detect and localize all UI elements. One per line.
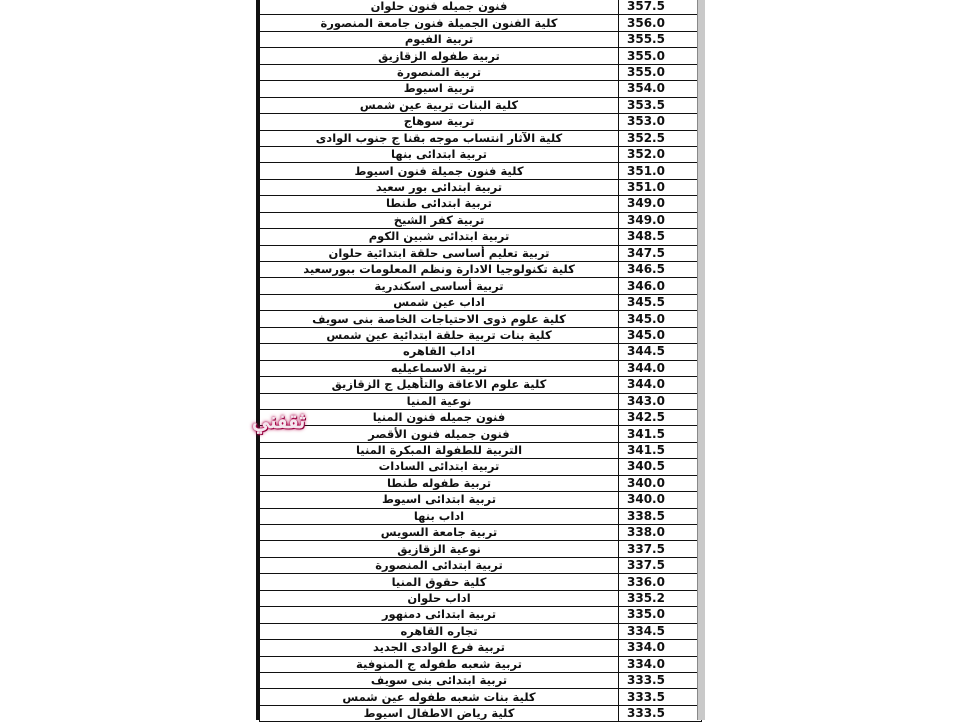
college-name-cell: تربية كفر الشيخ xyxy=(260,212,619,228)
score-cell: 346.0 xyxy=(619,278,702,294)
college-name-cell: تربية ابتدائى اسيوط xyxy=(260,492,619,508)
table-row xyxy=(260,459,702,475)
college-name-cell: تربية تعليم أساسى حلقة ابتدائية حلوان xyxy=(260,245,619,261)
table-row xyxy=(260,508,702,524)
college-name-cell: تربية ابتدائى بور سعيد xyxy=(260,179,619,195)
score-cell: 355.0 xyxy=(619,48,702,64)
score-cell: 336.0 xyxy=(619,574,702,590)
score-cell: 347.5 xyxy=(619,245,702,261)
table-row xyxy=(260,409,702,425)
scores-sheet xyxy=(256,0,704,720)
college-name-cell: اداب بنها xyxy=(260,508,619,524)
table-row xyxy=(260,475,702,491)
table-row xyxy=(260,114,702,130)
college-name-cell: تربية ابتدائى بنى سويف xyxy=(260,672,619,688)
college-name-cell: كلية البنات تربية عين شمس xyxy=(260,97,619,113)
table-row xyxy=(260,212,702,228)
college-name-cell: اداب حلوان xyxy=(260,590,619,606)
score-cell: 351.0 xyxy=(619,179,702,195)
table-row xyxy=(260,672,702,688)
college-name-cell: تربية المنصورة xyxy=(260,64,619,80)
table-row xyxy=(260,377,702,393)
college-name-cell: كلية علوم ذوى الاحتياجات الخاصة بنى سويف xyxy=(260,311,619,327)
table-row xyxy=(260,31,702,47)
college-name-cell: كلية تكنولوجيا الادارة ونظم المعلومات ببورسعيد xyxy=(260,262,619,278)
score-cell: 341.5 xyxy=(619,426,702,442)
table-row xyxy=(260,163,702,179)
college-name-cell: كلية رياض الاطفال اسيوط xyxy=(260,705,619,721)
score-cell: 335.0 xyxy=(619,607,702,623)
table-row xyxy=(260,311,702,327)
college-name-cell: تربية جامعة السويس xyxy=(260,525,619,541)
table-row xyxy=(260,442,702,458)
college-name-cell: تربية طفوله الزقازيق xyxy=(260,48,619,64)
table-row xyxy=(260,130,702,146)
college-name-cell: كلية فنون جميلة فنون اسيوط xyxy=(260,163,619,179)
score-cell: 333.5 xyxy=(619,705,702,721)
college-name-cell: كلية بنات تربية حلقة ابتدائية عين شمس xyxy=(260,327,619,343)
score-cell: 340.0 xyxy=(619,492,702,508)
score-cell: 353.0 xyxy=(619,114,702,130)
score-cell: 334.0 xyxy=(619,656,702,672)
college-name-cell: تربية ابتدائى طنطا xyxy=(260,196,619,212)
college-name-cell: نوعية المنيا xyxy=(260,393,619,409)
score-cell: 351.0 xyxy=(619,163,702,179)
college-name-cell: تربية ابتدائى المنصورة xyxy=(260,557,619,573)
score-cell: 345.5 xyxy=(619,294,702,310)
table-row xyxy=(260,245,702,261)
college-name-cell: كلية علوم الاعاقة والتأهيل ج الزقازيق xyxy=(260,377,619,393)
score-cell: 349.0 xyxy=(619,196,702,212)
college-name-cell: تربية سوهاج xyxy=(260,114,619,130)
college-name-cell: فنون جميله فنون حلوان xyxy=(260,0,619,15)
score-cell: 357.5 xyxy=(619,0,702,15)
table-row xyxy=(260,294,702,310)
table-row xyxy=(260,97,702,113)
table-row xyxy=(260,393,702,409)
college-name-cell: تربية ابتدائى دمنهور xyxy=(260,607,619,623)
table-row xyxy=(260,525,702,541)
table-row xyxy=(260,262,702,278)
score-cell: 352.5 xyxy=(619,130,702,146)
score-cell: 341.5 xyxy=(619,442,702,458)
table-row xyxy=(260,229,702,245)
table-row xyxy=(260,15,702,31)
college-name-cell: تجاره القاهره xyxy=(260,623,619,639)
score-cell: 348.5 xyxy=(619,229,702,245)
score-cell: 342.5 xyxy=(619,409,702,425)
score-cell: 333.5 xyxy=(619,689,702,705)
table-row xyxy=(260,656,702,672)
score-cell: 346.5 xyxy=(619,262,702,278)
college-name-cell: تربية شعبه طفوله ج المنوفية xyxy=(260,656,619,672)
score-cell: 340.0 xyxy=(619,475,702,491)
college-name-cell: كلية بنات شعبه طفوله عين شمس xyxy=(260,689,619,705)
college-name-cell: تربية ابتدائى السادات xyxy=(260,459,619,475)
score-cell: 355.5 xyxy=(619,31,702,47)
score-cell: 352.0 xyxy=(619,146,702,162)
score-cell: 340.5 xyxy=(619,459,702,475)
score-cell: 337.5 xyxy=(619,557,702,573)
scores-table xyxy=(259,0,702,722)
score-cell: 354.0 xyxy=(619,81,702,97)
college-name-cell: تربية فرع الوادى الجديد xyxy=(260,640,619,656)
table-row xyxy=(260,426,702,442)
table-row xyxy=(260,344,702,360)
table-row xyxy=(260,640,702,656)
score-cell: 345.0 xyxy=(619,311,702,327)
score-cell: 355.0 xyxy=(619,64,702,80)
score-cell: 335.2 xyxy=(619,590,702,606)
score-cell: 353.5 xyxy=(619,97,702,113)
college-name-cell: التربية للطفولة المبكرة المنيا xyxy=(260,442,619,458)
table-row xyxy=(260,590,702,606)
college-name-cell: اداب عين شمس xyxy=(260,294,619,310)
college-name-cell: تربية ابتدائى شبين الكوم xyxy=(260,229,619,245)
table-row xyxy=(260,196,702,212)
college-name-cell: فنون جميله فنون الأقصر xyxy=(260,426,619,442)
score-cell: 334.0 xyxy=(619,640,702,656)
table-row xyxy=(260,541,702,557)
score-cell: 344.0 xyxy=(619,360,702,376)
table-row xyxy=(260,64,702,80)
college-name-cell: فنون جميله فنون المنيا xyxy=(260,409,619,425)
score-cell: 344.0 xyxy=(619,377,702,393)
score-cell: 343.0 xyxy=(619,393,702,409)
score-cell: 337.5 xyxy=(619,541,702,557)
table-row xyxy=(260,574,702,590)
table-row xyxy=(260,607,702,623)
scrollbar[interactable] xyxy=(697,0,705,720)
score-cell: 349.0 xyxy=(619,212,702,228)
watermark-logo: ثقفني xyxy=(252,408,306,434)
table-row xyxy=(260,327,702,343)
table-row xyxy=(260,81,702,97)
score-cell: 338.0 xyxy=(619,525,702,541)
college-name-cell: تربية طفوله طنطا xyxy=(260,475,619,491)
table-row xyxy=(260,557,702,573)
college-name-cell: كلية الآثار انتساب موجه بقنا ج جنوب الوادى xyxy=(260,130,619,146)
table-row xyxy=(260,360,702,376)
college-name-cell: تربية اسيوط xyxy=(260,81,619,97)
score-cell: 345.0 xyxy=(619,327,702,343)
table-row xyxy=(260,623,702,639)
college-name-cell: تربية الاسماعيليه xyxy=(260,360,619,376)
college-name-cell: كلية حقوق المنيا xyxy=(260,574,619,590)
score-cell: 338.5 xyxy=(619,508,702,524)
score-cell: 356.0 xyxy=(619,15,702,31)
table-row xyxy=(260,0,702,15)
college-name-cell: تربية ابتدائى بنها xyxy=(260,146,619,162)
college-name-cell: نوعية الزقازيق xyxy=(260,541,619,557)
score-cell: 333.5 xyxy=(619,672,702,688)
table-row xyxy=(260,146,702,162)
table-row xyxy=(260,179,702,195)
table-row xyxy=(260,492,702,508)
score-cell: 334.5 xyxy=(619,623,702,639)
college-name-cell: تربية أساسى اسكندرية xyxy=(260,278,619,294)
college-name-cell: اداب القاهره xyxy=(260,344,619,360)
college-name-cell: تربية الفيوم xyxy=(260,31,619,47)
table-row xyxy=(260,689,702,705)
table-row xyxy=(260,48,702,64)
college-name-cell: كلية الفنون الجميلة فنون جامعة المنصورة xyxy=(260,15,619,31)
table-row xyxy=(260,705,702,721)
score-cell: 344.5 xyxy=(619,344,702,360)
table-row xyxy=(260,278,702,294)
